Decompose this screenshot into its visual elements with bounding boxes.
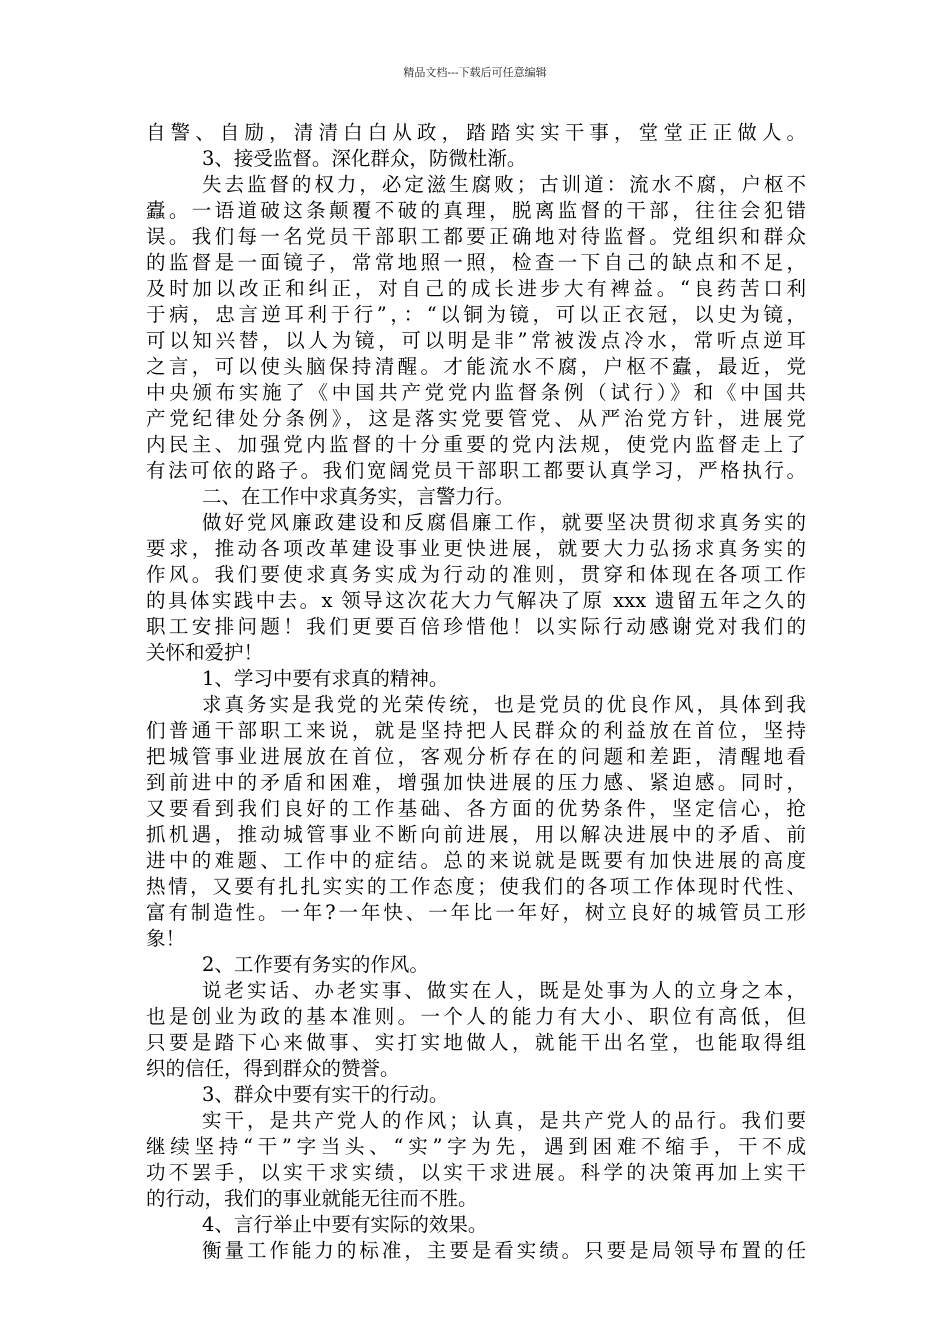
text-line: 功不罢手，以实干求实绩，以实干求进展。科学的决策再加上实干 bbox=[146, 1161, 806, 1184]
text-line: 也是创业为政的基本准则。一个人的能力有大小、职位有高低，但 bbox=[146, 1005, 806, 1028]
text-line: 自警、自励，清清白白从政，踏踏实实干事，堂堂正正做人。 bbox=[146, 121, 806, 144]
text-line: 们普通干部职工来说，就是坚持把人民群众的利益放在首位，坚持 bbox=[146, 719, 806, 742]
text-line: 继续坚持“干”字当头、“实”字为先，遇到困难不缩手，干不成 bbox=[146, 1135, 806, 1158]
text-line: 作风。我们要使求真务实成为行动的准则，贯穿和体现在各项工作 bbox=[146, 563, 806, 586]
text-line: 到前进中的矛盾和困难，增强加快进展的压力感、紧迫感。同时， bbox=[146, 771, 806, 794]
page-header: 精品文档---下载后可任意编辑 bbox=[403, 66, 547, 79]
text-line: 只要是踏下心来做事、实打实地做人，就能干出名堂，也能取得组 bbox=[146, 1031, 806, 1054]
text-line: 把城管事业进展放在首位，客观分析存在的问题和差距，清醒地看 bbox=[146, 745, 806, 768]
text-line: 内民主、加强党内监督的十分重要的党内法规，使党内监督走上了 bbox=[146, 433, 806, 456]
text-line: 求真务实是我党的光荣传统，也是党员的优良作风，具体到我 bbox=[202, 693, 806, 716]
text-line: 热情，又要有扎扎实实的工作态度；使我们的各项工作体现时代性、 bbox=[146, 875, 806, 898]
section-heading: 二、在工作中求真务实，言警力行。 bbox=[202, 485, 515, 508]
text-line: 的监督是一面镜子，常常地照一照，检查一下自己的缺点和不足， bbox=[146, 251, 806, 274]
text-line: 进中的难题、工作中的症结。总的来说就是既要有加快进展的高度 bbox=[146, 849, 806, 872]
text-line: 于病，忠言逆耳利于行”，：“以铜为镜，可以正衣冠，以史为镜， bbox=[146, 303, 806, 326]
section-heading: 1、学习中要有求真的精神。 bbox=[202, 667, 449, 690]
text-line: 实干，是共产党人的作风；认真，是共产党人的品行。我们要 bbox=[202, 1109, 806, 1132]
section-heading: 3、群众中要有实干的行动。 bbox=[202, 1083, 449, 1106]
text-line: 说老实话、办老实事、做实在人，既是处事为人的立身之本， bbox=[202, 979, 806, 1002]
text-line: 做好党风廉政建设和反腐倡廉工作，就要坚决贯彻求真务实的 bbox=[202, 511, 806, 534]
text-line: 之言，可以使头脑保持清醒。才能流水不腐，户枢不蠹，最近，党 bbox=[146, 355, 806, 378]
text-line: 富有制造性。一年?一年快、一年比一年好，树立良好的城管员工形 bbox=[146, 901, 806, 924]
text-line: 失去监督的权力，必定滋生腐败；古训道：流水不腐，户枢不 bbox=[202, 173, 806, 196]
text-line: 中央颁布实施了《中国共产党党内监督条例（试行）》和《中国共 bbox=[146, 381, 806, 404]
text-line: 有法可依的路子。我们宽阔党员干部职工都要认真学习，严格执行。 bbox=[146, 459, 806, 482]
text-line: 关怀和爱护！ bbox=[146, 641, 264, 664]
text-line: 象！ bbox=[146, 927, 186, 950]
section-heading: 3、接受监督。深化群众，防微杜渐。 bbox=[202, 147, 527, 170]
section-heading: 4、言行举止中要有实际的效果。 bbox=[202, 1213, 488, 1236]
text-line: 的行动，我们的事业就能无往而不胜。 bbox=[146, 1187, 478, 1210]
text-line: 又要看到我们良好的工作基础、各方面的优势条件，坚定信心，抢 bbox=[146, 797, 806, 820]
text-line: 衡量工作能力的标准，主要是看实绩。只要是局领导布置的任 bbox=[202, 1239, 806, 1262]
text-line: 及时加以改正和纠正，对自己的成长进步大有裨益。“良药苦口利 bbox=[146, 277, 806, 300]
text-line: 抓机遇，推动城管事业不断向前进展，用以解决进展中的矛盾、前 bbox=[146, 823, 806, 846]
section-heading: 2、工作要有务实的作风。 bbox=[202, 953, 429, 976]
text-line: 误。我们每一名党员干部职工都要正确地对待监督。党组织和群众 bbox=[146, 225, 806, 248]
text-line: 蠹。一语道破这条颠覆不破的真理，脱离监督的干部，往往会犯错 bbox=[146, 199, 806, 222]
text-line: 职工安排问题！我们更要百倍珍惜他！以实际行动感谢党对我们的 bbox=[146, 615, 806, 638]
text-line: 可以知兴替，以人为镜，可以明是非”常被泼点冷水，常听点逆耳 bbox=[146, 329, 806, 352]
text-line: 织的信任，得到群众的赞誉。 bbox=[146, 1057, 400, 1080]
text-line: 要求，推动各项改革建设事业更快进展，就要大力弘扬求真务实的 bbox=[146, 537, 806, 560]
text-line: 的具体实践中去。x 领导这次花大力气解决了原 xxx 遗留五年之久的 bbox=[146, 589, 806, 612]
document-body bbox=[146, 120, 806, 1264]
text-line: 产党纪律处分条例》，这是落实党要管党、从严治党方针，进展党 bbox=[146, 407, 806, 430]
